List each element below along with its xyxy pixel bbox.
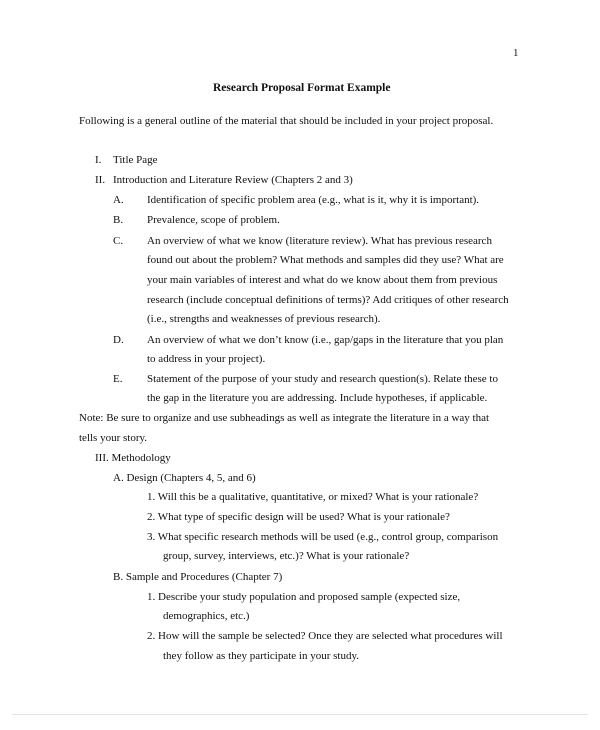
- page-bottom-divider: [12, 714, 588, 715]
- subsection-b-label: B. Sample and Procedures (Chapter 7): [113, 571, 283, 583]
- section-1-label: Title Page: [113, 154, 158, 166]
- sample-item-1-line-2: demographics, etc.): [163, 610, 250, 622]
- item-c-letter: C.: [113, 235, 124, 247]
- item-e-line-1: Statement of the purpose of your study and research question(s). Relate these to: [147, 373, 498, 385]
- design-item-3-line-1: 3. What specific research methods will be used (e.g., control group, comparison: [147, 531, 499, 543]
- item-c-line-4: research (include conceptual definitions of terms)? Add critiques of other research: [147, 294, 509, 306]
- note-line-1: Note: Be sure to organize and use subheadings as well as integrate the literature in a way that: [79, 412, 490, 424]
- section-1-number: I.: [95, 154, 102, 166]
- item-c-line-2: found out about the problem? What methods and samples did they use? What are: [147, 254, 504, 266]
- section-2-number: II.: [95, 174, 106, 186]
- item-a-letter: A.: [113, 194, 124, 206]
- design-item-1: 1. Will this be a qualitative, quantitative, or mixed? What is your rationale?: [147, 491, 479, 503]
- section-3-label: III. Methodology: [95, 452, 171, 464]
- design-item-3-line-2: group, survey, interviews, etc.)? What is your rationale?: [163, 550, 410, 562]
- intro-paragraph: Following is a general outline of the material that should be included in your project proposal.: [79, 115, 494, 127]
- item-d-letter: D.: [113, 334, 124, 346]
- item-e-letter: E.: [113, 373, 123, 385]
- item-c-line-5: (i.e., strengths and weaknesses of previous research).: [147, 313, 381, 325]
- item-c-line-3: your main variables of interest and what do we know about them from previous: [147, 274, 498, 286]
- sample-item-1-line-1: 1. Describe your study population and proposed sample (expected size,: [147, 591, 461, 603]
- section-2-label: Introduction and Literature Review (Chapters 2 and 3): [113, 174, 353, 186]
- note-line-2: tells your story.: [79, 432, 148, 444]
- page-number: 1: [513, 47, 519, 59]
- document-title: Research Proposal Format Example: [213, 82, 391, 94]
- item-d-line-1: An overview of what we don’t know (i.e., gap/gaps in the literature that you plan: [147, 334, 504, 346]
- item-b-line-1: Prevalence, scope of problem.: [147, 214, 280, 226]
- item-a-line-1: Identification of specific problem area (e.g., what is it, why it is important).: [147, 194, 480, 206]
- item-e-line-2: the gap in the literature you are addressing. Include hypotheses, if applicable.: [147, 392, 488, 404]
- item-b-letter: B.: [113, 214, 124, 226]
- subsection-a-label: A. Design (Chapters 4, 5, and 6): [113, 472, 256, 484]
- item-c-line-1: An overview of what we know (literature review). What has previous research: [147, 235, 492, 247]
- sample-item-2-line-1: 2. How will the sample be selected? Once they are selected what procedures will: [147, 630, 503, 642]
- design-item-2: 2. What type of specific design will be used? What is your rationale?: [147, 511, 450, 523]
- sample-item-2-line-2: they follow as they participate in your study.: [163, 650, 360, 662]
- item-d-line-2: to address in your project).: [147, 353, 266, 365]
